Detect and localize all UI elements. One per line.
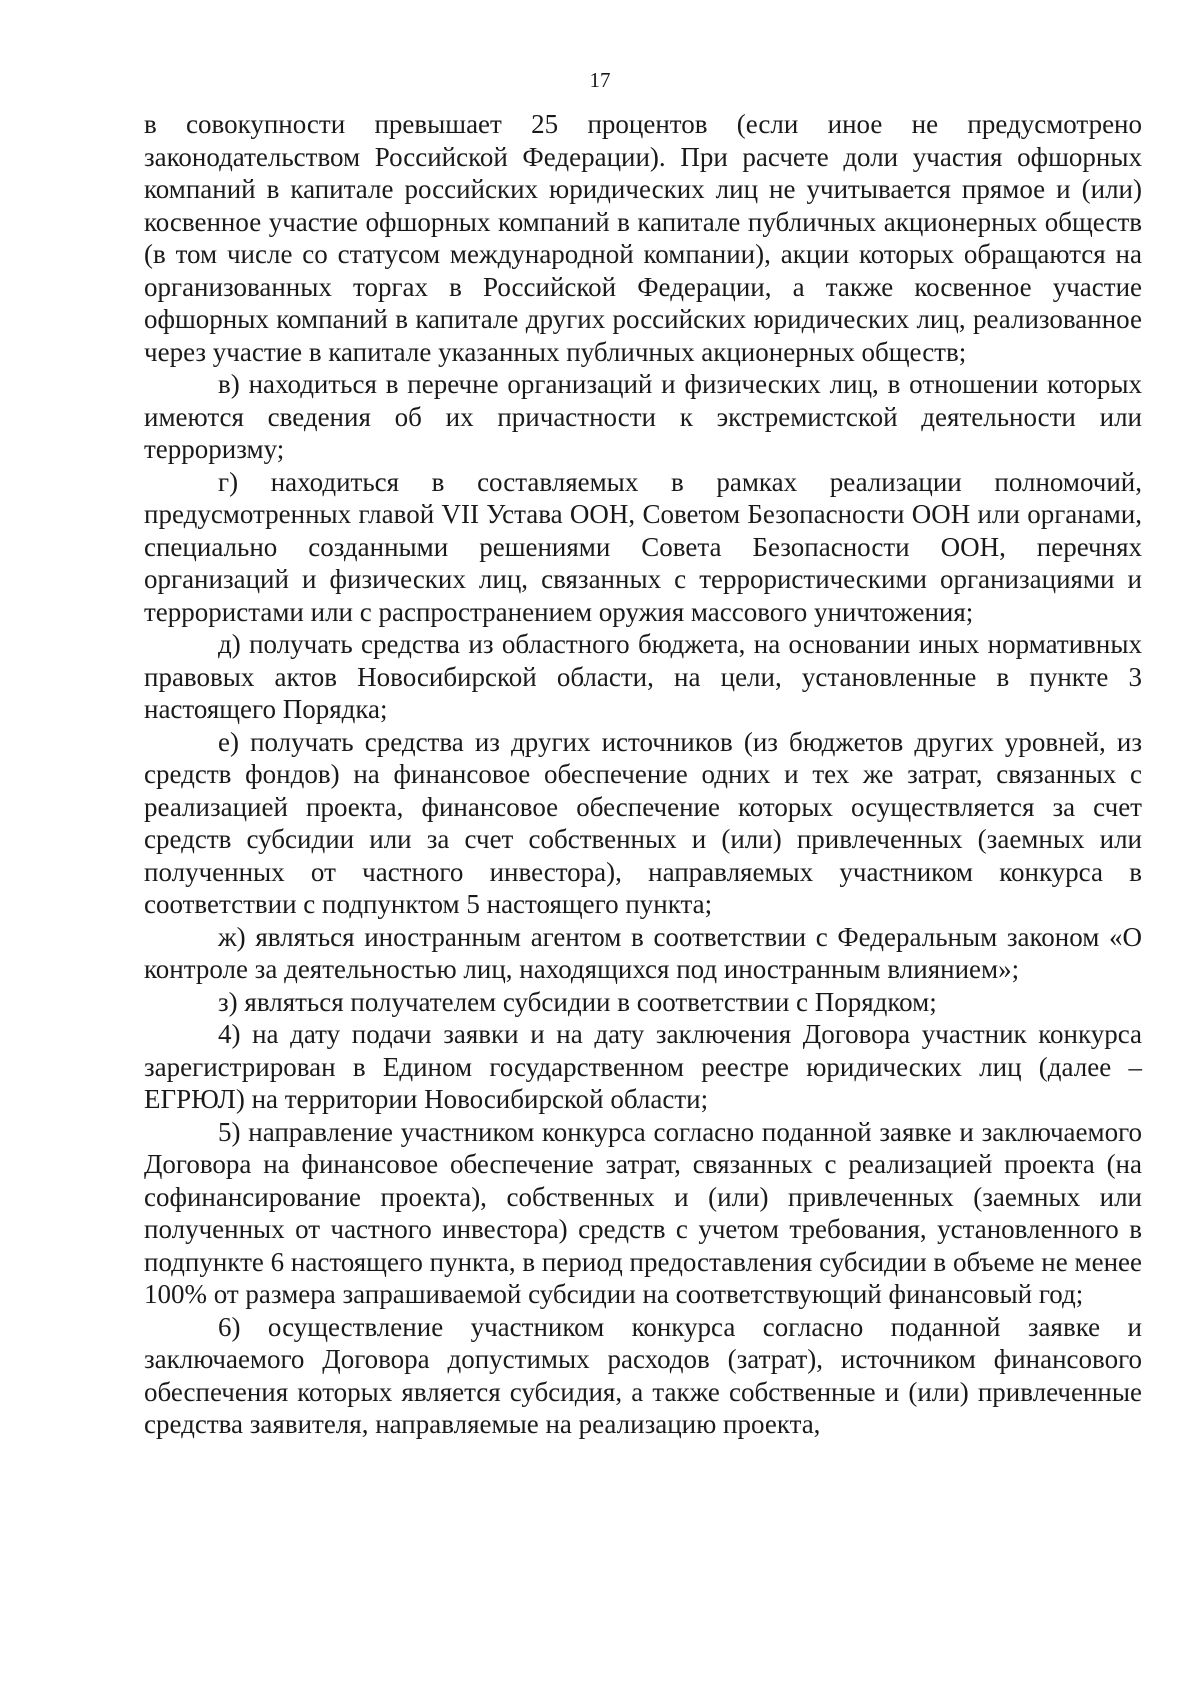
paragraph-item-v: в) находиться в перечне организаций и физических лиц, в отношении которых имеются сведения об их причастности к экстремистской деятельности или терроризму; [144,369,1142,464]
paragraph-item-6: 6) осуществление участником конкурса согласно поданной заявке и заключаемого Договора допустимых расходов (затрат), источником финансового обеспечения которых является субсидия, а также собственные и (или) привлеченные средства заявителя, направляемые на реализацию проекта, [144,1311,1142,1439]
paragraph-item-zh: ж) являться иностранным агентом в соответствии с Федеральным законом «О контроле за деятельностью лиц, находящихся под иностранным влиянием»; [144,921,1142,984]
paragraph-item-5: 5) направление участником конкурса согласно поданной заявке и заключаемого Договора на финансовое обеспечение затрат, связанных с реализацией проекта (на софинансирование проекта), собственных и (или) привлеченных (заемных или полученных от частного инвестора) средств с учетом требования, установленного в подпункте 6 настоящего пункта, в период предоставления субсидии в объеме не менее 100% от размера запрашиваемой субсидии на соответствующий финансовый год; [144,1116,1142,1309]
document-body [144,108,1142,1441]
paragraph-item-g: г) находиться в составляемых в рамках реализации полномочий, предусмотренных главой VII Устава ООН, Советом Безопасности ООН или органами, специально созданными решениями Совета Безопасности ООН, перечнях организаций и физических лиц, связанных с террористическими организациями и террористами или с распространением оружия массового уничтожения; [144,466,1142,627]
paragraph-continuation: в совокупности превышает 25 процентов (если иное не предусмотрено законодательством Российской Федерации). При расчете доли участия офшорных компаний в капитале российских юридических лиц не учитывается прямое и (или) косвенное участие офшорных компаний в капитале публичных акционерных обществ (в том числе со статусом международной компании), акции которых обращаются на организованных торгах в Российской Федерации, а также косвенное участие офшорных компаний в капитале других российских юридических лиц, реализованное через участие в капитале указанных публичных акционерных обществ; [144,109,1142,367]
paragraph-item-4: 4) на дату подачи заявки и на дату заключения Договора участник конкурса зарегистрирован в Едином государственном реестре юридических лиц (далее – ЕГРЮЛ) на территории Новосибирской области; [144,1019,1142,1114]
paragraph-item-e: е) получать средства из других источников (из бюджетов других уровней, из средств фондов) на финансовое обеспечение одних и тех же затрат, связанных с реализацией проекта, финансовое обеспечение которых осуществляется за счет средств субсидии или за счет собственных и (или) привлеченных (заемных или полученных от частного инвестора), направляемых участником конкурса в соответствии с подпунктом 5 настоящего пункта; [144,726,1142,919]
page-number: 17 [589,68,611,92]
paragraph-item-z: з) являться получателем субсидии в соответствии с Порядком; [218,986,937,1017]
paragraph-item-d: д) получать средства из областного бюджета, на основании иных нормативных правовых актов Новосибирской области, на цели, установленные в пункте 3 настоящего Порядка; [144,629,1142,724]
